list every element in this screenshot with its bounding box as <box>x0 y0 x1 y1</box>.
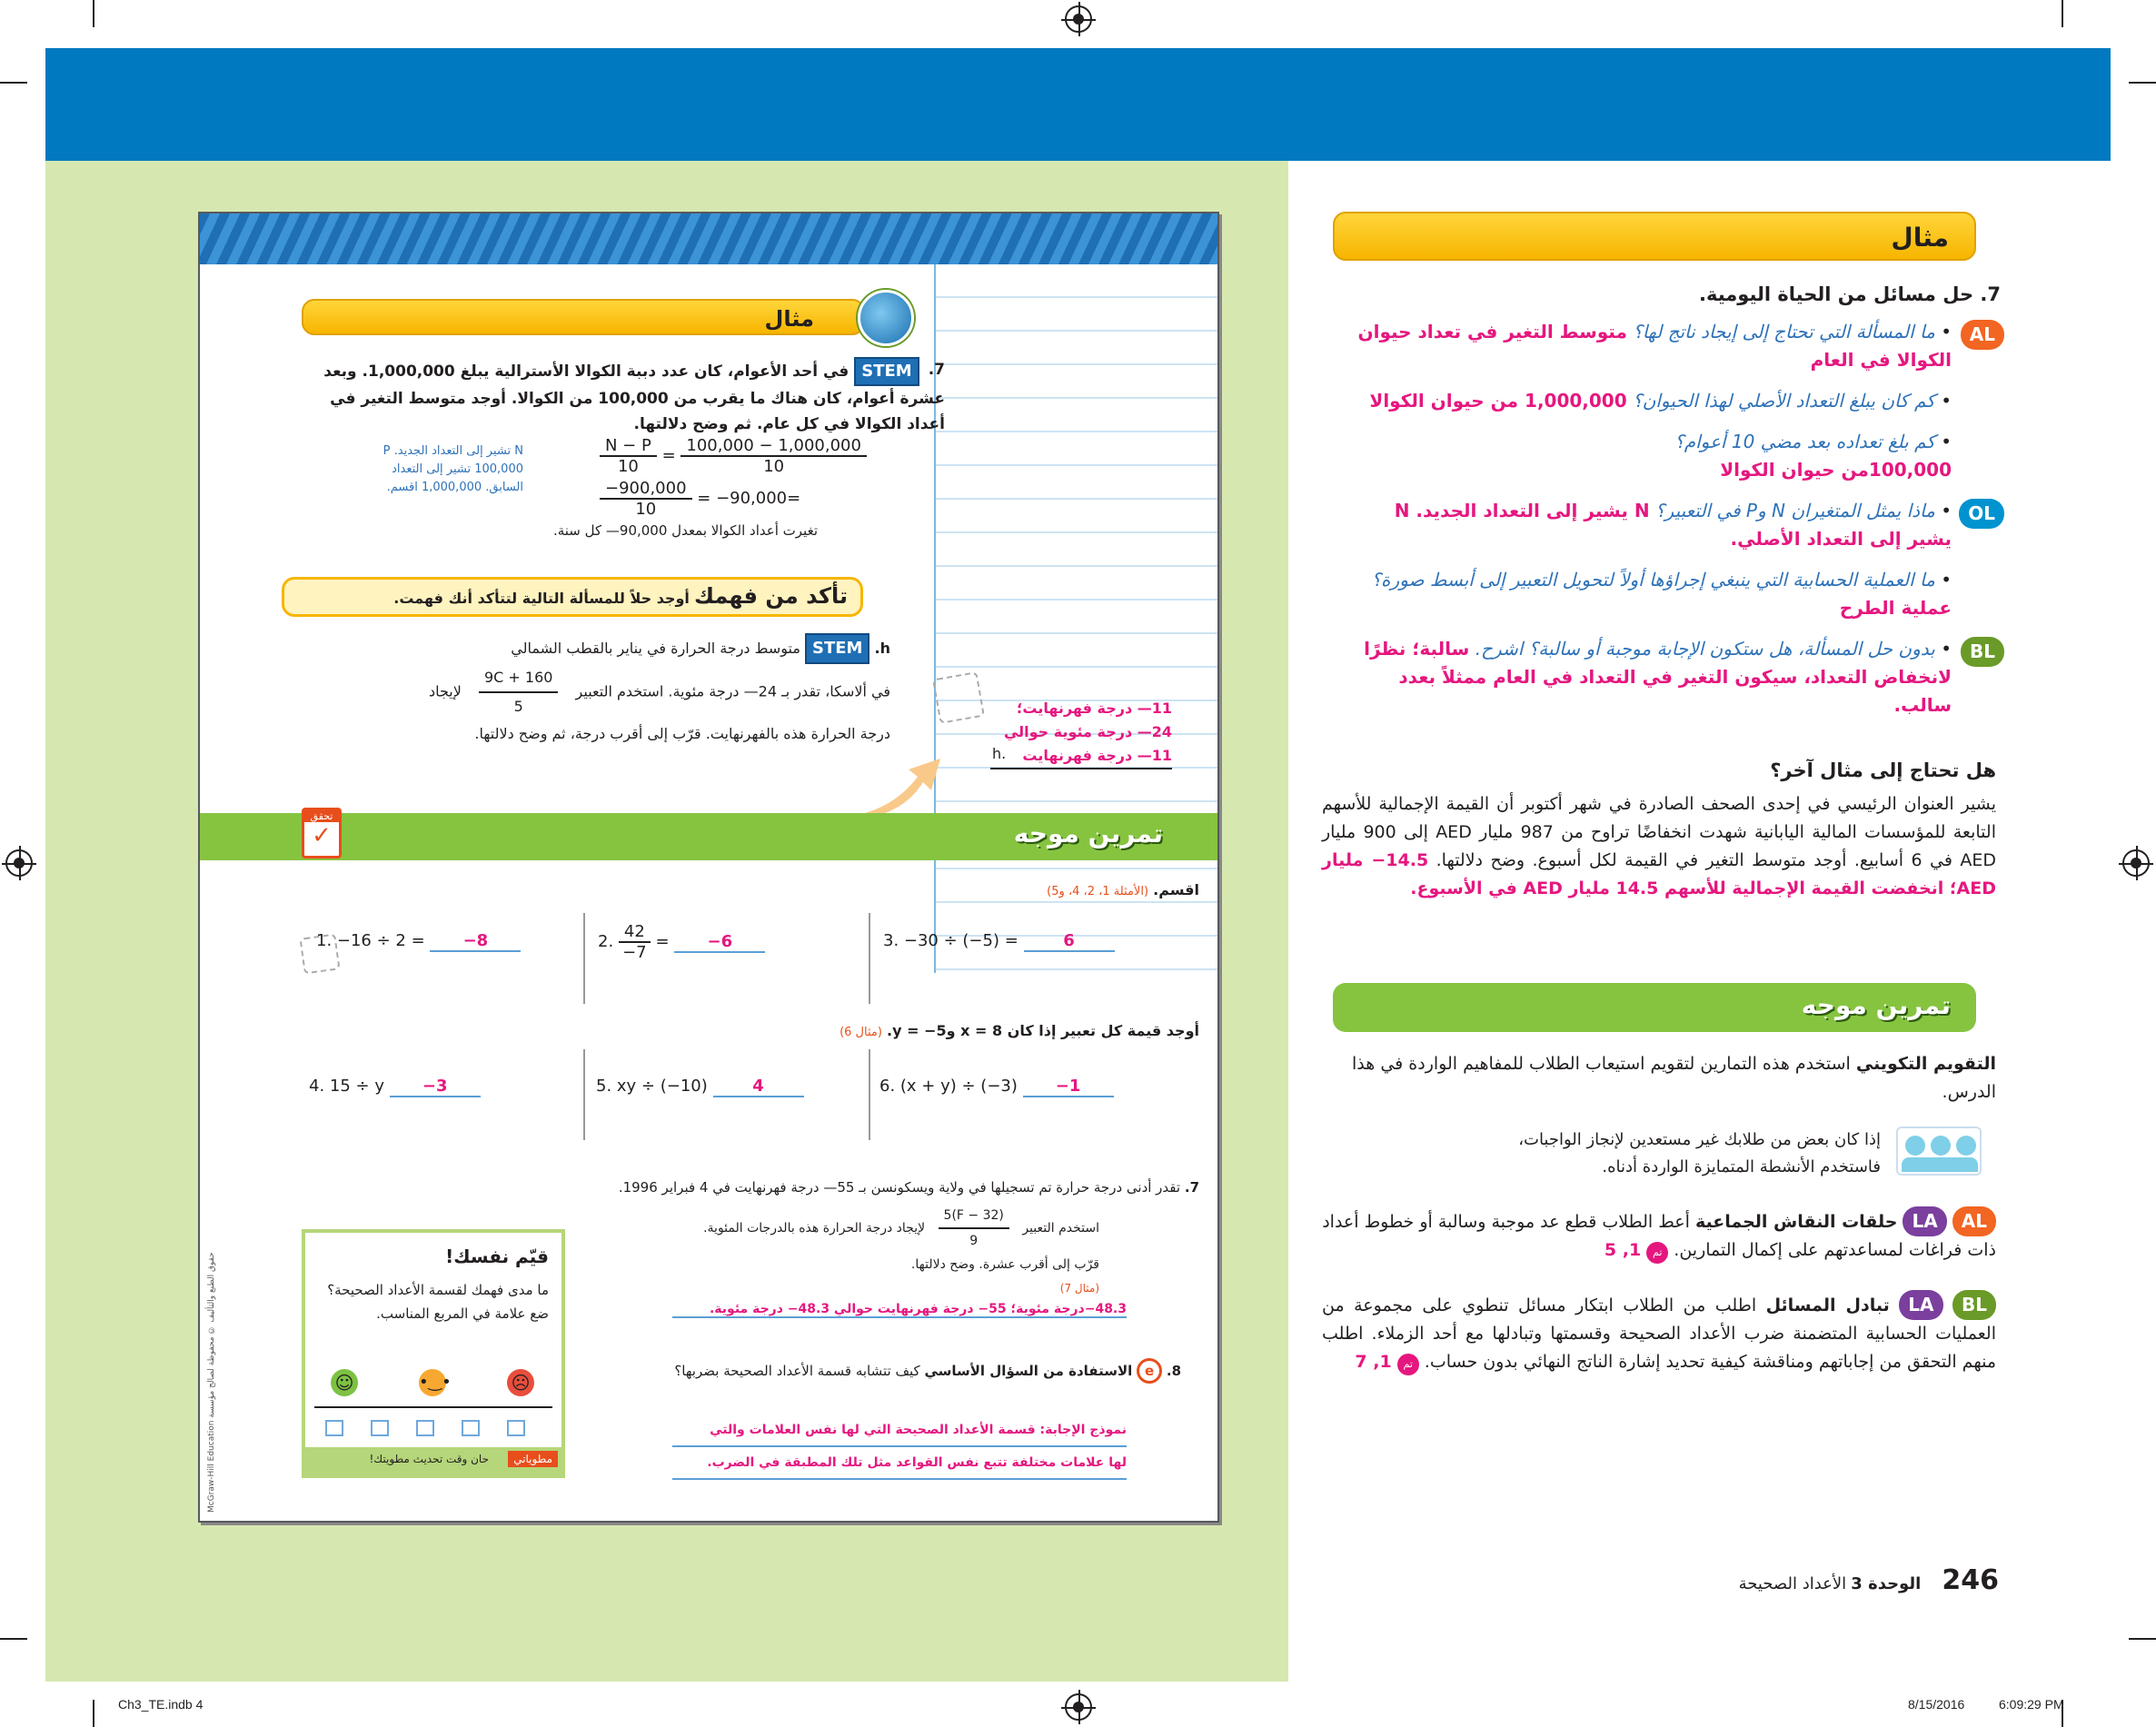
check-text-4: درجة الحرارة هذه بالفهرنهايت. قرّب إلى أقرب درجة، ثم وضح دلالتها. <box>474 725 890 742</box>
stem-badge: STEM <box>805 633 869 664</box>
sad-face-icon: ☹ <box>507 1369 534 1396</box>
example-text-block <box>318 357 945 437</box>
problem-8-bold: الاستفادة من السؤال الأساسي <box>924 1363 1133 1379</box>
example-math-2 <box>600 479 800 519</box>
activity-2-text: اطلب من الطلاب ابتكار مسائل تنطوي على مجموعة من العمليات الحسابية المتضمنة ضرب الأعداد الصحيحة وقسمتها وتبادلها مع أحد الزملاء. اطلب منهم التحقق من إجاباتهم ومناقشة كيفية تحديد إشارة الناتج النهائي بدون حساب. <box>1322 1295 1996 1372</box>
unit-name: الأعداد الصحيحة <box>1738 1574 1847 1593</box>
rating-checkbox[interactable] <box>371 1420 389 1436</box>
problem-7-line-3: قرّب إلى أقرب عشرة. وضح دلالتها. <box>910 1257 1099 1272</box>
frac-num: 42 <box>619 922 651 943</box>
slug-date: 8/15/2016 <box>1908 1697 1965 1712</box>
scaffold-question: ما المسألة التي تحتاج إلى إيجاد ناتج لها؟ <box>1633 321 1935 342</box>
badge-ol: OL <box>1959 499 2004 529</box>
crop-mark <box>2129 1638 2156 1640</box>
problem-7-body <box>654 1204 1099 1300</box>
problem-7 <box>500 1175 1199 1200</box>
evaluate-ref: (مثال 6) <box>840 1026 882 1039</box>
problem-1-expr: 1. −16 ÷ 2 = <box>316 931 425 950</box>
scaffold-item: • ما العملية الحسابية التي ينبغي إجراؤها أولاً لتحويل التعبير إلى أبسط صورة؟ عملية الطرح <box>1371 569 1952 619</box>
page-footer <box>1545 1564 1999 1596</box>
scaffold-question: كم كان يبلغ التعداد الأصلي لهذا الحيوان؟ <box>1633 390 1935 412</box>
problem-7-ref: (مثال 7) <box>1059 1282 1099 1295</box>
unit-label: الوحدة 3 <box>1851 1574 1922 1593</box>
problem-8-answer-1: نموذج الإجابة: قسمة الأعداد الصحيحة التي لها نفس العلامات والتي <box>672 1414 1127 1447</box>
page-number: 246 <box>1942 1564 1999 1596</box>
rating-checkbox[interactable] <box>507 1420 525 1436</box>
crop-mark <box>93 0 94 27</box>
copyright: McGraw-Hill Education حقوق الطبع والتأليف © محفوظة لصالح مؤسسة <box>207 1252 216 1513</box>
example-conclusion: تغيرت أعداد الكوالا بمعدل 90,000— كل سنة. <box>552 522 818 539</box>
activity-1-title: حلقات النقاش الجماعية <box>1694 1212 1898 1232</box>
formative-title: التقويم التكويني <box>1855 1054 1996 1074</box>
check-problem <box>273 633 890 748</box>
check-frac-num: 9C + 160 <box>479 664 558 693</box>
crop-mark <box>0 82 27 84</box>
math-den: 10 <box>617 457 639 476</box>
check-answer <box>990 697 1172 769</box>
need-another-text: يشير العنوان الرئيسي في إحدى الصحف الصادرة في شهر أكتوبر أن القيمة الإجمالية للأسهم التابعة للمؤسسات المالية اليابانية شهدت انخفاضًا تراوح من 987 مليار AED إلى 900 مليار AED في 6 أسابيع. أوجد متوسط التغير في القيمة لكل أسبوع. وضح دلالتها. <box>1322 794 1996 870</box>
badge-al: AL <box>1961 320 2004 350</box>
problem-7-num: 7. <box>1184 1179 1199 1196</box>
check-badge <box>302 808 342 859</box>
problem-4-expr: 4. 15 ÷ y <box>309 1077 384 1096</box>
badge-bl: BL <box>1952 1290 1996 1320</box>
check-understanding-bar <box>282 577 863 617</box>
scaffold-item-bl: BL • بدون حل المسألة، هل ستكون الإجابة موجبة أو سالبة؟ اشرح. سالبة؛ نظرًا لانخفاض التعداد، سيكون التغير في التعداد في العام ممثلاً بعدد سالب. <box>1345 635 2004 720</box>
foldable-strip <box>305 1447 561 1474</box>
badge-al: AL <box>1952 1206 1996 1236</box>
math-num: 100,000 − 1,000,000 <box>681 436 867 457</box>
scaffold-item: • كم بلغ تعداده بعد مضي 10 أعوام؟ 100,000من حيوان الكوالا <box>1674 431 1952 481</box>
scaffold-question: ماذا يمثل المتغيران N وP في التعبير؟ <box>1654 500 1935 521</box>
activity-2-exercises: 1, 7 <box>1355 1352 1392 1372</box>
arrow-icon <box>836 749 945 822</box>
tear-note-icon <box>932 671 985 724</box>
rate-text: ما مدى فهمك لقسمة الأعداد الصحيحة؟ ضع علامة في المربع المناسب. <box>327 1282 549 1322</box>
crop-mark <box>2129 82 2156 84</box>
activity-1-text: أعط الطلاب قطع عد موجبة وسالبة أو خطوط أعداد ذات فراغات لمساعدتهم على إكمال التمارين. <box>1322 1212 1996 1260</box>
scaffold-item-ol: OL • ماذا يمثل المتغيران N وP في التعبير؟ N يشير إلى التعداد الجديد. N يشير إلى التعداد الأصلي. <box>1345 497 2004 553</box>
students-group-icon <box>1896 1127 1982 1176</box>
teacher-guided-title: تمرين موجه <box>1801 990 1951 1020</box>
scaffold-question: ما العملية الحسابية التي ينبغي إجراؤها أولاً لتحويل التعبير إلى أبسط صورة؟ <box>1371 569 1935 591</box>
neutral-face-icon: •‿• <box>419 1369 446 1396</box>
problem-7-use: استخدم التعبير <box>1022 1221 1099 1236</box>
header-band <box>45 48 2111 161</box>
rating-checkbox[interactable] <box>325 1420 343 1436</box>
frac-den: −7 <box>622 943 647 962</box>
check-instruction: أوجد حلاً للمسألة التالية لتتأكد أنك فهمت. <box>393 590 690 607</box>
crop-mark <box>2062 0 2063 27</box>
registration-mark-icon <box>2122 849 2150 877</box>
need-another-body <box>1322 790 1996 903</box>
scaffold-question: كم بلغ تعداده بعد مضي 10 أعوام؟ <box>1674 431 1935 452</box>
problem-8 <box>672 1358 1181 1384</box>
check-text-3: لإيجاد <box>428 682 462 700</box>
scaffold-answer: سالبة؛ نظرًا لانخفاض التعداد، سيكون التغير في التعداد في العام ممثلاً بعدد سالب. <box>1364 638 1952 716</box>
activity-1 <box>1322 1206 1996 1265</box>
math-num: N − P <box>600 436 657 457</box>
rating-checkbox[interactable] <box>462 1420 480 1436</box>
problem-7-line-2: لإيجاد درجة الحرارة هذه بالدرجات المئوية. <box>703 1221 926 1236</box>
check-text-2: في ألاسكا، تقدر بـ 24— درجة مئوية. استخدم التعبير <box>575 682 890 700</box>
example-side-note: N تشير إلى التعداد الجديد. P 100,000 تشير إلى التعداد السابق. 1,000,000 اقسم. <box>383 444 523 494</box>
problem-3-expr: 3. −30 ÷ (−5) = <box>883 931 1018 950</box>
problem-7-frac-num: 5(F − 32) <box>939 1204 1009 1229</box>
activity-1-exercises: 1, 5 <box>1604 1240 1642 1260</box>
check-answer-2: 24— درجة مئوية حوالي <box>1003 723 1172 740</box>
rate-title: قيّم نفسك! <box>445 1246 549 1267</box>
activity-2 <box>1322 1290 1996 1376</box>
problem-6 <box>879 1077 1114 1097</box>
problem-8-answer <box>672 1414 1127 1480</box>
badge-bl: BL <box>1961 637 2004 667</box>
scaffold-answer: 1,000,000 من حيوان الكوالا <box>1369 390 1627 412</box>
scaffold-item-al: AL • ما المسألة التي تحتاج إلى إيجاد ناتج لها؟ متوسط التغير في تعداد حيوان الكوالا في العام <box>1345 318 2004 374</box>
checkmark-icon: ✓ <box>312 822 332 849</box>
slug-file: Ch3_TE.indb 4 <box>118 1697 204 1712</box>
example-bar <box>302 299 865 335</box>
formative-text: استخدم هذه التمارين لتقويم استيعاب الطلاب للمفاهيم الواردة في هذا الدرس. <box>1352 1054 1996 1102</box>
math-result: = −90,000= <box>697 489 801 508</box>
answer-1: −8 <box>430 931 521 952</box>
slug-time: 6:09:29 PM <box>1999 1697 2064 1712</box>
teacher-scaffold-list <box>1345 318 2004 720</box>
math-den: 10 <box>763 457 785 476</box>
check-answer-1: 11— درجة فهرنهايت؛ <box>1017 700 1172 717</box>
teacher-example-title: مثال <box>1891 223 1949 253</box>
divide-instruction <box>654 881 1199 898</box>
foldable-text: حان وقت تحديث مطويتك! <box>369 1453 489 1465</box>
answer-6: −1 <box>1023 1077 1114 1097</box>
activity-2-title: تبادل المسائل <box>1765 1295 1890 1315</box>
example-title: مثال <box>764 306 814 332</box>
check-text-1: متوسط درجة الحرارة في يناير بالقطب الشمالي <box>511 640 800 657</box>
exercises-badge: تم <box>1646 1242 1668 1264</box>
guided-title: تمرين موجه <box>1013 819 1163 849</box>
check-title: تأكد من فهمك <box>693 583 848 609</box>
answer-5: 4 <box>713 1077 804 1097</box>
guided-practice-bar <box>200 813 1217 860</box>
example-number: 7. <box>928 361 945 379</box>
evaluate-label: أوجد قيمة كل تعبير إذا كان x = 8 و5− = y. <box>887 1022 1199 1039</box>
globe-icon <box>858 290 914 346</box>
formative-block <box>1322 1050 1996 1107</box>
rating-line <box>314 1406 552 1408</box>
scaffold-answer: عملية الطرح <box>1839 597 1952 619</box>
problem-2-num: 2. <box>598 932 614 951</box>
problem-1 <box>316 931 521 952</box>
scaffold-question: بدون حل المسألة، هل ستكون الإجابة موجبة أو سالبة؟ اشرح. <box>1475 638 1935 660</box>
problem-5 <box>596 1077 804 1097</box>
math-num: −900,000 <box>600 479 692 500</box>
example-text: في أحد الأعوام، كان عدد دببة الكوالا الأسترالية يبلغ 1,000,000. وبعد عشرة أعوام، كان هناك ما يقرب من 100,000 من الكوالا. أوجد متوسط التغير في أعداد الكوالا في كل عام. ثم وضح دلالتها. <box>323 362 945 433</box>
rating-checkbox[interactable] <box>416 1420 434 1436</box>
problem-8-text: كيف تتشابه قسمة الأعداد الصحيحة بضربها؟ <box>674 1363 920 1379</box>
check-answer-3: 11— درجة فهرنهايت <box>1022 747 1172 764</box>
crop-mark <box>0 1638 27 1640</box>
check-badge-label: تحقق <box>304 810 339 822</box>
crop-mark <box>93 1700 94 1727</box>
divide-label: اقسم. <box>1153 881 1199 898</box>
check-frac-den: 5 <box>513 698 523 715</box>
notes-column <box>934 264 1217 973</box>
badge-la: LA <box>1903 1206 1946 1236</box>
rate-yourself-box <box>302 1229 565 1478</box>
evaluate-instruction <box>545 1022 1199 1039</box>
problem-2: 2. $\frac{42}{-7}$ = −6 <box>598 922 765 962</box>
problem-3 <box>883 931 1115 952</box>
divide-ref: (الأمثلة 1، 2، 4، و5) <box>1047 885 1149 898</box>
problem-5-expr: 5. xy ÷ (−10) <box>596 1077 708 1096</box>
happy-face-icon: ☺ <box>331 1369 358 1396</box>
header-stripes <box>200 213 1217 264</box>
check-letter: h. <box>874 640 890 657</box>
registration-mark-icon <box>5 849 33 877</box>
problem-8-num: 8. <box>1166 1363 1181 1379</box>
need-another-answer: 14.5− مليار AED؛ انخفضت القيمة الإجمالية للأسهم 14.5 مليار AED في الأسبوع. <box>1322 850 1996 898</box>
need-another-title: هل تحتاج إلى مثال آخر؟ <box>1770 759 1996 781</box>
differentiation-text: إذا كان بعض من طلابك غير مستعدين لإنجاز الواجبات، فاستخدم الأنشطة المتمايزة الواردة أدناه. <box>1518 1130 1881 1176</box>
registration-mark-icon <box>1065 5 1092 33</box>
essential-question-icon: e <box>1137 1358 1162 1384</box>
problem-7-answer: 48.3−درجة مئوية؛ 55− درجة فهرنهايت حوالي 48.3− درجة مئوية. <box>672 1302 1127 1318</box>
exercises-badge: تم <box>1397 1354 1419 1375</box>
example-math-1: $\frac{N - P}{10}$ = $\frac{100,000 - 1,000,000}{10}$ <box>600 436 867 476</box>
teacher-question-head <box>1326 283 2001 305</box>
student-page <box>198 212 1219 1523</box>
teacher-question-title: حل مسائل من الحياة اليومية. <box>1698 283 1974 305</box>
problem-4 <box>309 1077 481 1097</box>
problem-6-expr: 6. (x + y) ÷ (−3) <box>879 1077 1018 1096</box>
teacher-question-num: 7. <box>1980 283 2001 305</box>
scaffold-item: • كم كان يبلغ التعداد الأصلي لهذا الحيوان؟ 1,000,000 من حيوان الكوالا <box>1369 390 1952 412</box>
teacher-guided-bar <box>1333 983 1976 1032</box>
check-answer-letter: h. <box>992 745 1007 762</box>
answer-3: 6 <box>1024 931 1115 952</box>
foldable-badge: مطوياتي <box>508 1451 558 1467</box>
stem-badge: STEM <box>854 357 919 386</box>
scaffold-answer: متوسط التغير في تعداد حيوان الكوالا في العام <box>1357 321 1952 371</box>
problem-7-text: تقدر أدنى درجة حرارة تم تسجيلها في ولاية ويسكونسن بـ 55— درجة فهرنهايت في 4 فبراير 1996. <box>618 1179 1181 1196</box>
problem-8-answer-2: لها علامات مختلفة تتبع نفس القواعد مثل تلك المطبقة في الضرب. <box>672 1447 1127 1480</box>
badge-la: LA <box>1899 1290 1942 1320</box>
scaffold-answer: N يشير إلى التعداد الجديد. N يشير إلى التعداد الأصلي. <box>1394 500 1952 550</box>
math-den: 10 <box>635 500 657 519</box>
scaffold-answer: 100,000من حيوان الكوالا <box>1720 459 1952 481</box>
answer-4: −3 <box>390 1077 481 1097</box>
registration-mark-icon <box>1065 1693 1092 1721</box>
teacher-example-bar <box>1333 212 1976 261</box>
answer-2: −6 <box>674 932 765 953</box>
problem-7-frac-den: 9 <box>969 1234 979 1248</box>
